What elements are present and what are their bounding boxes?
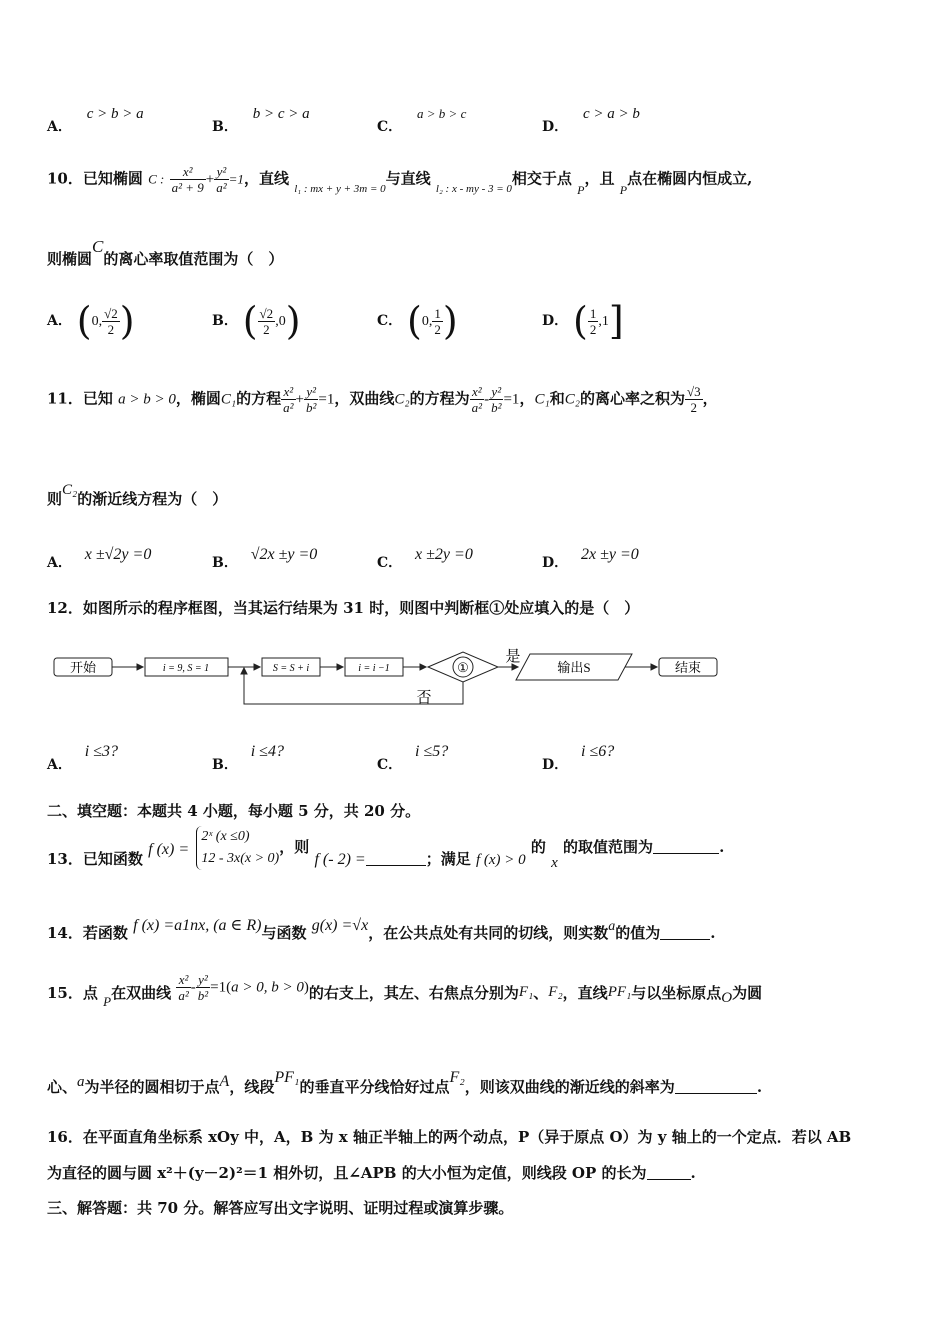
- q12-option-a: A． i ≤3?: [47, 743, 118, 773]
- q11-line2: 则C₂的渐近线方程为（ ）: [47, 482, 228, 508]
- q9-option-d: D． c > a > b: [542, 106, 640, 135]
- flow-decision-label: ①: [457, 660, 469, 675]
- flow-end-label: 结束: [674, 660, 702, 675]
- q10-line2: 则椭圆C的离心率取值范围为（ ）: [47, 237, 284, 268]
- q9-option-c: C． a > b > c: [377, 106, 467, 135]
- q11-option-c: C． x ±2y =0: [377, 546, 473, 571]
- q11-line1: 11．已知 a > b > 0，椭圆C₁的方程 $\frac{\text{x²}}{\text{a²}}$ + $\frac{\text{y²}}{\text{b²}}$ =1，双曲线C₂的方程为 $\frac{\text{x²}}{\text{a²}}$ - $\frac{\text{y²}}{\text{b²}}$ =1，C₁和C₂的离心率之积为 $\frac{√3}{2}$ ，: [47, 384, 718, 415]
- q9-option-c-expr: a > b > c: [417, 106, 467, 121]
- q10-line1: 10．已知椭圆 C : $\frac{\text{x²}}{\text{a² + 9}}$ + $\frac{\text{y²}}{\text{a²}}$ =1，直线 $_{l_1 : mx + y + 3m = 0}$与直线 $_{l_2 : x - my - 3 = 0}$相交于点 $_P$，且 $_P$点在椭圆内恒成立,: [47, 164, 753, 197]
- q13-line: 13．已知函数 f (x) = 2ˣ (x ≤0) 12 - 3x(x > 0) ，则 f (- 2) = ；满足 f (x) > 0 的 x 的取值范围为 .: [47, 826, 724, 876]
- flow-step2-label: i = i −1: [358, 663, 390, 674]
- q16-line2: 为直径的圆与圆 x²＋(y－2)²＝1 相外切，且∠APB 的大小恒为定值，则线段 OP 的长为 .: [47, 1164, 696, 1182]
- q15-blank[interactable]: [675, 1079, 757, 1094]
- section-2-heading: 二、填空题：本题共 4 小题，每小题 5 分，共 20 分。: [47, 802, 421, 820]
- q9-option-d-expr: c > a > b: [583, 106, 640, 122]
- q12-option-d: D． i ≤6?: [542, 743, 615, 773]
- q9-option-b-expr: b > c > a: [252, 106, 310, 122]
- q11-option-a: A． x ±√2y =0: [47, 546, 152, 571]
- q13-blank-2[interactable]: [653, 839, 719, 854]
- q13-blank-1[interactable]: [366, 851, 426, 866]
- q15-line2: 心、a为半径的圆相切于点A，线段PF₁的垂直平分线恰好过点F₂，则该双曲线的渐近线的斜率为 .: [47, 1069, 763, 1096]
- q15-line1: 15．点 P在双曲线 $\frac{\text{x²}}{\text{a²}}$ - $\frac{\text{y²}}{\text{b²}}$ =1(a > 0, b > 0)的右支上，其左、右焦点分别为F₁、F₂，直线PF₁与以坐标原点O为圆: [47, 972, 763, 1009]
- q10-option-c: C． (0, $\frac{1}{2}$ ): [377, 299, 458, 343]
- flow-yes-label: 是: [505, 649, 521, 665]
- q9-option-b: B． b > c > a: [212, 106, 310, 135]
- flow-init-label: i = 9, S = 1: [162, 663, 210, 674]
- q9-option-a: A． c > b > a: [47, 106, 144, 135]
- flowchart: [0, 640, 950, 720]
- flow-no-label: 否: [416, 690, 432, 706]
- q14-line: 14．若函数 f (x) =a1nx, (a ∈ R)与函数 g(x) =√x，在公共点处有共同的切线，则实数a的值为 .: [47, 917, 716, 942]
- q10-option-d: D． ( $\frac{1}{2}$ ,1]: [542, 299, 624, 343]
- q11-option-d: D． 2x ±y =0: [542, 546, 639, 571]
- q12-text: 12．如图所示的程序框图，当其运行结果为 31 时，则图中判断框①处应填入的是（ ）: [47, 599, 640, 617]
- q11-option-b: B． √2x ±y =0: [212, 546, 318, 571]
- flow-start-label: 开始: [69, 660, 97, 675]
- flow-output-label: 输出S: [557, 660, 591, 675]
- q12-option-b: B． i ≤4?: [212, 743, 284, 773]
- q10-option-b: B． ( $\frac{√2}{2}$ ,0): [212, 299, 301, 343]
- flow-step1-label: S = S + i: [272, 663, 310, 674]
- q16-blank[interactable]: [647, 1165, 691, 1180]
- q16-line1: 16．在平面直角坐标系 xOy 中，A，B 为 x 轴正半轴上的两个动点，P（异于原点 O）为 y 轴上的一个定点．若以 AB: [47, 1128, 852, 1146]
- q9-option-a-expr: c > b > a: [86, 106, 144, 122]
- section-3-heading: 三、解答题：共 70 分。解答应写出文字说明、证明过程或演算步骤。: [47, 1199, 514, 1217]
- q10-option-a: A． (0, $\frac{√2}{2}$ ): [47, 299, 135, 343]
- q14-blank[interactable]: [660, 925, 710, 940]
- q12-option-c: C． i ≤5?: [377, 743, 449, 773]
